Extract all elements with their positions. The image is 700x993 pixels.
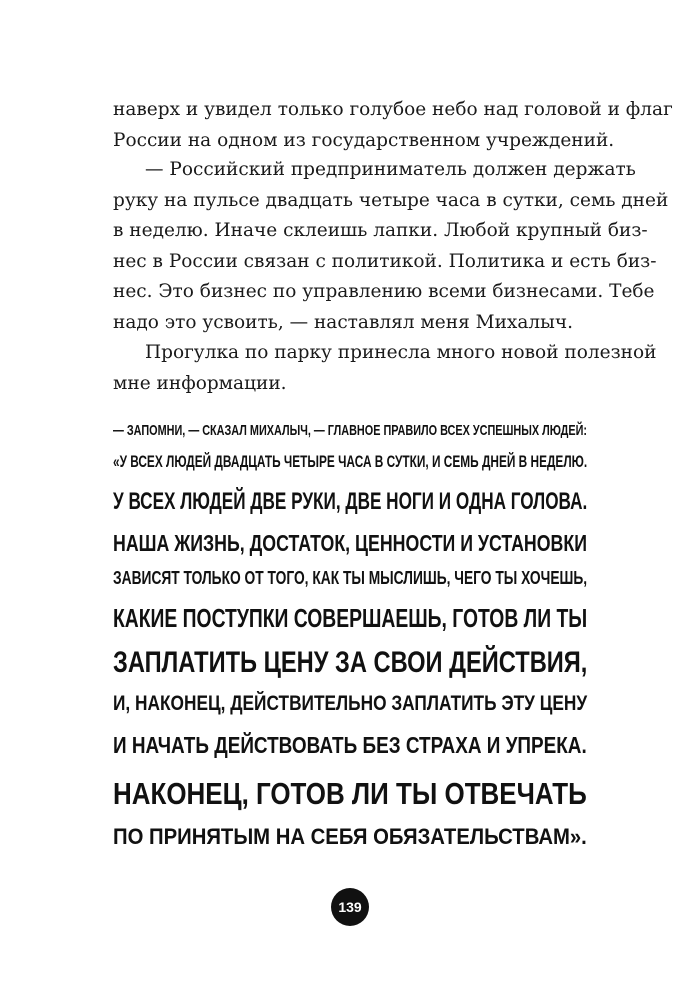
text-line: Прогулка по парку принесла много новой полезной (145, 342, 657, 363)
paragraph-3 (113, 338, 657, 399)
quote-line: КАКИЕ ПОСТУПКИ СОВЕРШАЕШЬ, ГОТОВ ЛИ ТЫ (113, 603, 588, 633)
page-number: 139 (338, 899, 362, 915)
paragraph-1 (113, 95, 673, 156)
quote-line: «У ВСЕХ ЛЮДЕЙ ДВАДЦАТЬ ЧЕТЫРЕ ЧАСА В СУТКИ, И СЕМЬ ДНЕЙ В НЕДЕЛЮ. (113, 452, 588, 471)
quote-line: И НАЧАТЬ ДЕЙСТВОВАТЬ БЕЗ СТРАХА И УПРЕКА. (113, 732, 587, 758)
quote-line: НАША ЖИЗНЬ, ДОСТАТОК, ЦЕННОСТИ И УСТАНОВКИ (113, 530, 587, 556)
text-line: наверх и увидел только голубое небо над головой и флаг (113, 99, 673, 120)
text-line: руку на пульсе двадцать четыре часа в сутки, семь дней (113, 189, 669, 211)
text-line: — Российский предприниматель должен держать (145, 159, 636, 180)
text-line: нес. Это бизнес по управлению всеми бизнесами. Тебе (113, 281, 655, 302)
quote-line: ЗАПЛАТИТЬ ЦЕНУ ЗА СВОИ ДЕЙСТВИЯ, (113, 646, 588, 679)
highlighted-quote (113, 422, 587, 860)
quote-line: И, НАКОНЕЦ, ДЕЙСТВИТЕЛЬНО ЗАПЛАТИТЬ ЭТУ ЦЕНУ (113, 692, 588, 715)
quote-line: У ВСЕХ ЛЮДЕЙ ДВЕ РУКИ, ДВЕ НОГИ И ОДНА ГОЛОВА. (113, 488, 588, 515)
text-line: России на одном из государственном учреждений. (113, 129, 615, 151)
text-line: в неделю. Иначе склеишь лапки. Любой крупный биз- (113, 220, 648, 241)
quote-line: НАКОНЕЦ, ГОТОВ ЛИ ТЫ ОТВЕЧАТЬ (113, 776, 587, 811)
text-line: мне информации. (113, 372, 287, 394)
quote-line: ЗАВИСЯТ ТОЛЬКО ОТ ТОГО, КАК ТЫ МЫСЛИШЬ, ЧЕГО ТЫ ХОЧЕШЬ, (113, 568, 588, 588)
quote-line: ПО ПРИНЯТЫМ НА СЕБЯ ОБЯЗАТЕЛЬСТВАМ». (113, 824, 587, 849)
text-line: надо это усвоить, — наставлял меня Михалыч. (113, 311, 573, 333)
page-number-badge (331, 888, 369, 926)
text-line: нес в России связан с политикой. Политика и есть биз- (113, 250, 657, 272)
quote-line: — ЗАПОМНИ, — СКАЗАЛ МИХАЛЫЧ, — ГЛАВНОЕ ПРАВИЛО ВСЕХ УСПЕШНЫХ ЛЮДЕЙ: (113, 422, 588, 439)
paragraph-2 (113, 155, 669, 338)
